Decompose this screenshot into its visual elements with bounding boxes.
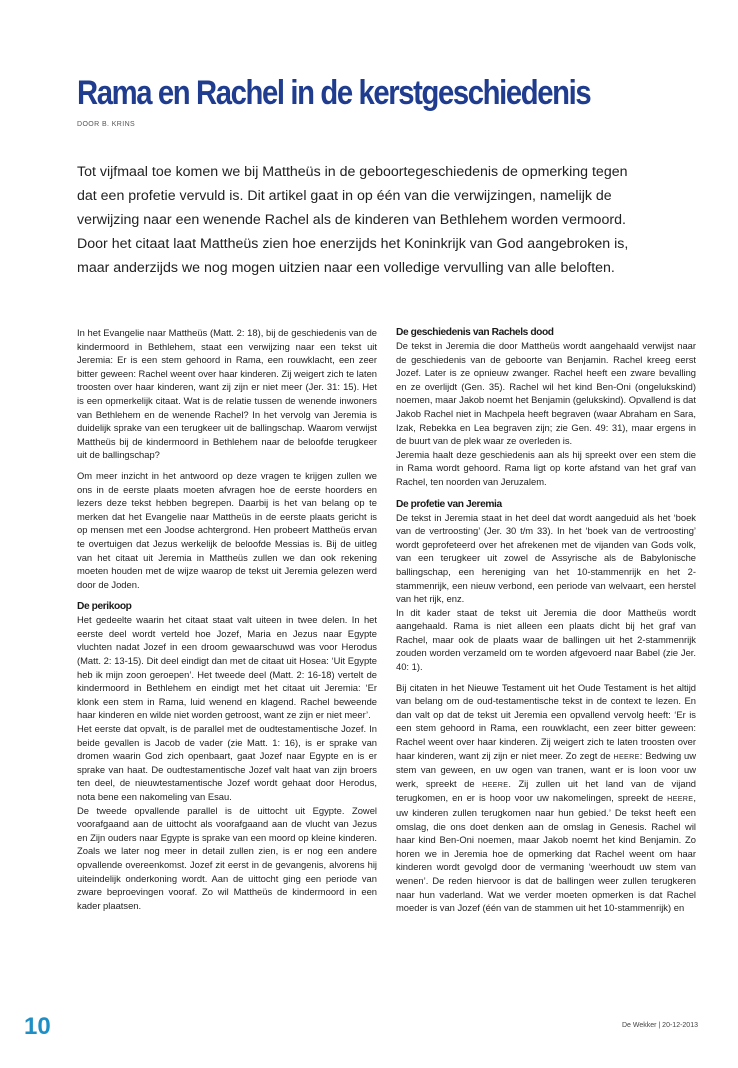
heere-small-caps: HEERE [482,779,509,789]
heere-small-caps: HEERE [667,794,694,804]
publication-footer: De Wekker | 20-12-2013 [621,1022,698,1029]
body-paragraph: De tekst in Jeremia die door Mattheüs wordt aangehaald verwijst naar de geschiedenis van de geboorte van Benjamin. Rachel kreeg eerst Jozef. Later is ze opnieuw zwanger. Rachel heeft een zware bevalling en ze overlijdt (Gen. 35). Rachel wil het kind Ben-Oni (ongelukskind) noemen, maar Jakob noemt het Benjamin (gelukskind). Opvallend is dat Jakob Rachel niet in Machpela heeft begraven (waar Abraham en Sara, Izak, Rebekka en Lea begraven zijn; zie Gen. 49: 31), maar ergens in de buurt van de plek waar ze overleden is. [396,340,696,447]
body-paragraph: Jeremia haalt deze geschiedenis aan als hij spreekt over een stem die in Rama wordt gehoord. Rama ligt op korte afstand van het graf van Rachel, ten noorden van Jeruzalem. [396,448,696,487]
section-heading-profetie: De profetie van Jeremia [396,498,502,510]
author-name: B. KRINS [101,121,136,128]
left-column [77,326,377,912]
body-paragraph: Om meer inzicht in het antwoord op deze vragen te krijgen zullen we ons in de eerste plaats moeten afvragen hoe de eerste hoorders en lezers deze tekst hebben begrepen. Daarbij is het van belang op te merken dat het Evangelie naar Mattheüs in de eerste plaats gericht is op mensen met een Joodse achtergrond. Hen probeert Mattheüs ervan te overtuigen dat Jezus werkelijk de beloofde Messias is. Bij de uitleg van het citaat uit Jeremia in Mattheüs zullen we dan ook rekening moeten houden met de wijze waarop de tekst uit Jeremia gelezen werd door de Joden. [77,469,377,590]
body-paragraph [396,681,696,915]
page-number: 10 [24,1013,51,1040]
lead-paragraph: Tot vijfmaal toe komen we bij Mattheüs in de geboortegeschiedenis de opmerking tegen dat een profetie vervuld is. Dit artikel gaat in op één van die verwijzingen, namelijk de verwijzing naar een wenende Rachel als de kinderen van Bethlehem worden vermoord. Door het citaat laat Mattheüs zien hoe enerzijds het Koninkrijk van God aangebroken is, maar anderzijds we nog mogen uitzien naar een volledige vervulling van alle beloften. [77,164,629,276]
body-paragraph: In het Evangelie naar Mattheüs (Matt. 2: 18), bij de geschiedenis van de kindermoord in Bethlehem, staat een verwijzing naar een tekst uit Jeremia: Er is een stem gehoord in Rama, een rouwklacht, een zeer bitter geween: Rachel weent over haar kinderen. Zij weigert zich te laten troosten over haar kinderen, want zij zijn er niet meer (Jer. 31: 15). Het is een opmerkelijk citaat. Wat is de relatie tussen de wenende inwoners van Bethlehem en de wenende Rachel? In het vervolg van Jeremia is duidelijk sprake van een terugkeer uit de ballingschap. Waarom verwijst Mattheüs bij de kindermoord in Bethlehem naar de beloofde terugkeer uit de ballingschap? [77,327,377,461]
body-paragraph: Het gedeelte waarin het citaat staat valt uiteen in twee delen. In het eerste deel wordt verteld hoe Jozef, Maria en Jezus naar Egypte vluchten nadat Jozef in een droom gewaarschuwd was voor Herodus (Matt. 2: 13-15). Dit deel eindigt dan met de citaat uit Hosea: ‘Uit Egypte heb ik mijn zoon geroepen’. Het tweede deel (Matt. 2: 16-18) vertelt de kindermoord in Bethlehem en eindigt met het citaat uit Jeremia: ‘Er klonk een stem in Rama, luid wenend en klagend. Rachel beweende haar kinderen en wilde niet worden getroost, want ze zijn er niet meer’. [77,614,377,721]
text-run: , uw kinderen zullen terugkomen naar hun gebied.’ De tekst heeft een omslag, die ons doet denken aan de omslag in Genesis. Rachel wil haar kind Ben-Oni noemen, maar Jakob noemt het kind Benjamin. Zo horen we in Jeremia hoe de opmerking dat Rachel weent om haar kinderen wordt gevolgd door de vermaning ‘weerhoudt uw stem van wenen’. De reden hiervoor is dat de ballingen weer zullen terugkeren naar hun vaderland. Wat we verder moeten opmerken is dat Rachel moeder is van Jozef (één van de stammen uit het 10-stammenrijk) en [396,792,696,914]
right-column [396,326,696,915]
byline-prefix: DOOR [77,121,100,128]
body-paragraph: Het eerste dat opvalt, is de parallel met de oudtestamentische Jozef. In beide gevallen is Jacob de vader (zie Matt. 1: 16), is er sprake van dromen waarin God zich openbaart, gaat Jozef naar Egypte en is er sprake van haat. De oudtestamentische Jozef valt haat van zijn broers ten deel, de nieuwtestamentische Jozef wordt gehaat door Herodus, nota bene een nakomeling van Esau. [77,723,377,802]
text-run: . Zij zullen uit het land van de vijand terugkomen, en er is hoop voor uw nakomelingen, spreekt de [396,777,697,804]
body-paragraph: De tweede opvallende parallel is de uittocht uit Egypte. Zowel voorafgaand aan de uittocht als voorafgaand aan de vlucht van Jezus en Zijn ouders naar Egypte is sprake van een moord op kleine kinderen. Zoals we later nog meer in detail zullen zien, is er nog een andere opvallende overeenkomst. Jozef zit eerst in de gevangenis, alvorens hij uiteindelijk onderkoning wordt. Aan de uittocht ging een periode van zware beproevingen vooraf. Zo wil Mattheüs de kindermoord in een kader plaatsen. [77,804,377,911]
byline [77,121,135,128]
text-run: Bij citaten in het Nieuwe Testament uit het Oude Testament is het altijd van belang om de oud-testamentische tekst in de context te lezen. En dan valt op dat de tekst uit Jeremia een opvallend vervolg heeft: ‘Er is een stem gehoord in Rama, een rouwklacht, een zeer bitter geween: Rachel weent over haar kinderen. Zij weigert zich te laten troosten over haar kinderen, want zij zijn er niet meer. Zo zegt de [396,681,696,761]
heere-small-caps: HEERE [613,751,640,761]
section-heading-rachels-dood: De geschiedenis van Rachels dood [396,327,554,338]
body-paragraph: De tekst in Jeremia staat in het deel dat wordt aangeduid als het ‘boek van de vertroosting’ (Jer. 30 t/m 33). In het ‘boek van de vertroosting’ wordt geprofeteerd over het afrekenen met de vijanden van Gods volk, van een terugkeer uit zowel de Assyrische als de Babylonische ballingschap, een hereniging van het 10-stammenrijk en het 2-stammenrijk, een nieuw verbond, een periode van welvaart, een herstel van het rijk, enz. [396,511,696,605]
section-heading-perikoop: De perikoop [77,601,132,613]
article-title: Rama en Rachel in de kerstgeschiedenis [77,74,591,112]
text-run: : Bedwing uw stem van geween, en uw ogen van tranen, want er is loon voor uw werk, spreekt de [396,749,696,789]
body-paragraph: In dit kader staat de tekst uit Jeremia die door Mattheüs wordt aangehaald. Rama is niet alleen een plaats dicht bij het graf van Rachel, maar ook de plaats waar de ballingen uit het 2-stammenrijk zouden worden verzameld om te worden afgevoerd naar Babel (zie Jer. 40: 1). [396,606,696,673]
